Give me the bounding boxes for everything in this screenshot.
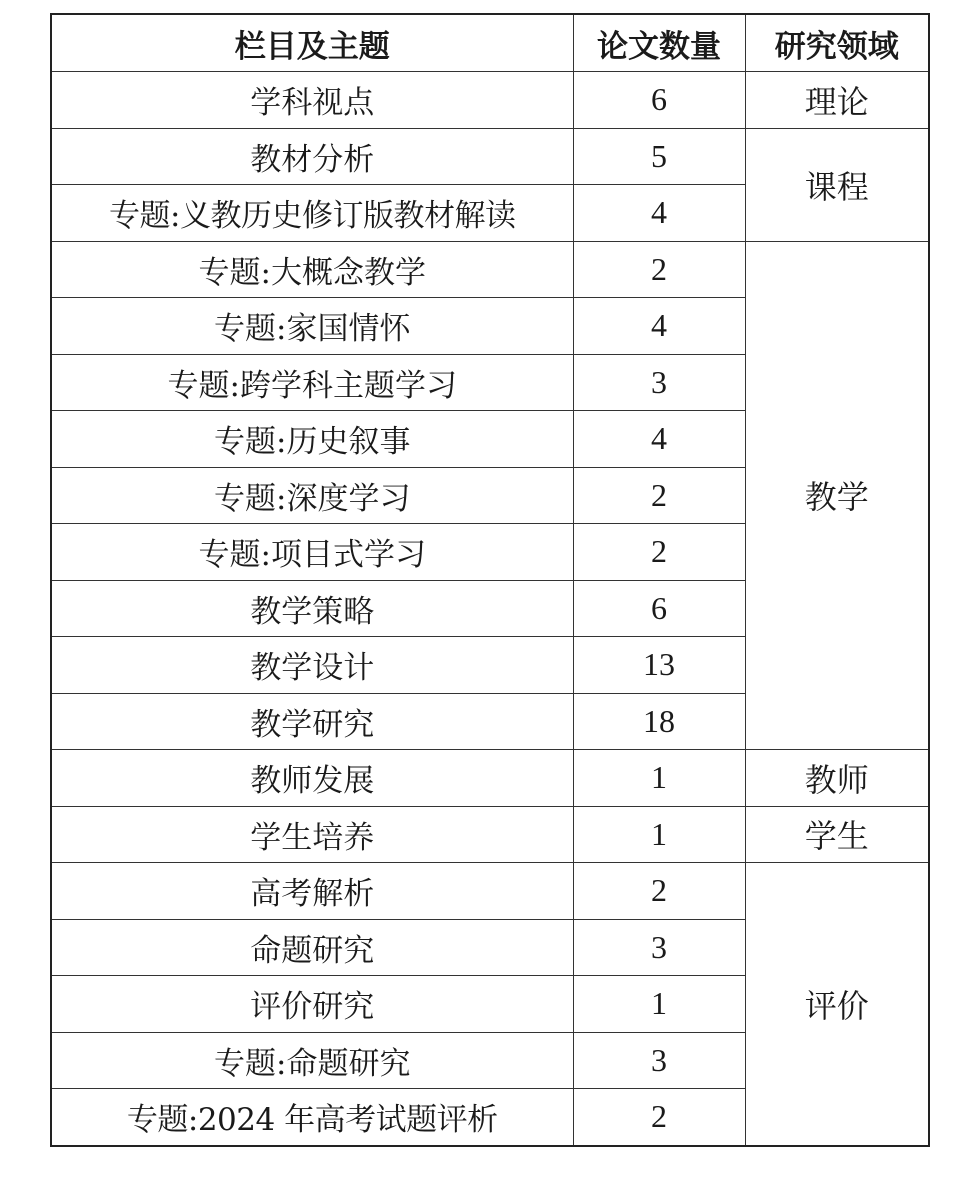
table-row [51, 863, 929, 920]
count-cell: 2 [573, 524, 745, 581]
topic-cell: 教学研究 [51, 693, 573, 750]
topic-cell: 专题:历史叙事 [51, 411, 573, 468]
topic-cell: 教师发展 [51, 750, 573, 807]
count-cell: 6 [573, 72, 745, 129]
topic-cell: 学科视点 [51, 72, 573, 129]
count-cell: 1 [573, 750, 745, 807]
table-row [51, 750, 929, 807]
topic-cell: 教学策略 [51, 580, 573, 637]
count-cell: 6 [573, 580, 745, 637]
topic-cell: 专题:项目式学习 [51, 524, 573, 581]
topic-cell: 学生培养 [51, 806, 573, 863]
count-cell: 13 [573, 637, 745, 694]
count-cell: 2 [573, 1089, 745, 1146]
table-row [51, 241, 929, 298]
count-cell: 18 [573, 693, 745, 750]
count-cell: 1 [573, 806, 745, 863]
count-cell: 4 [573, 411, 745, 468]
count-cell: 2 [573, 241, 745, 298]
domain-cell: 课程 [745, 128, 929, 241]
table-row [51, 806, 929, 863]
header-topic: 栏目及主题 [51, 14, 573, 72]
table-header-row [51, 14, 929, 72]
count-cell: 2 [573, 467, 745, 524]
count-cell: 2 [573, 863, 745, 920]
domain-cell: 学生 [745, 806, 929, 863]
topic-cell: 专题:大概念教学 [51, 241, 573, 298]
domain-cell: 教学 [745, 241, 929, 750]
topic-cell: 专题:深度学习 [51, 467, 573, 524]
topic-cell: 评价研究 [51, 976, 573, 1033]
table-row [51, 128, 929, 185]
count-cell: 1 [573, 976, 745, 1033]
topic-cell: 命题研究 [51, 919, 573, 976]
count-cell: 3 [573, 354, 745, 411]
count-cell: 3 [573, 1032, 745, 1089]
paper-statistics-table [50, 13, 930, 1147]
count-cell: 3 [573, 919, 745, 976]
topic-cell: 专题:2024 年高考试题评析 [51, 1089, 573, 1146]
topic-cell: 专题:家国情怀 [51, 298, 573, 355]
table-row [51, 72, 929, 129]
count-cell: 4 [573, 185, 745, 242]
topic-cell: 专题:命题研究 [51, 1032, 573, 1089]
header-count: 论文数量 [573, 14, 745, 72]
domain-cell: 理论 [745, 72, 929, 129]
domain-cell: 教师 [745, 750, 929, 807]
topic-cell: 专题:义教历史修订版教材解读 [51, 185, 573, 242]
count-cell: 5 [573, 128, 745, 185]
count-cell: 4 [573, 298, 745, 355]
table-body [51, 72, 929, 1146]
domain-cell: 评价 [745, 863, 929, 1146]
topic-cell: 高考解析 [51, 863, 573, 920]
topic-cell: 专题:跨学科主题学习 [51, 354, 573, 411]
header-domain: 研究领域 [745, 14, 929, 72]
topic-cell: 教材分析 [51, 128, 573, 185]
topic-cell: 教学设计 [51, 637, 573, 694]
